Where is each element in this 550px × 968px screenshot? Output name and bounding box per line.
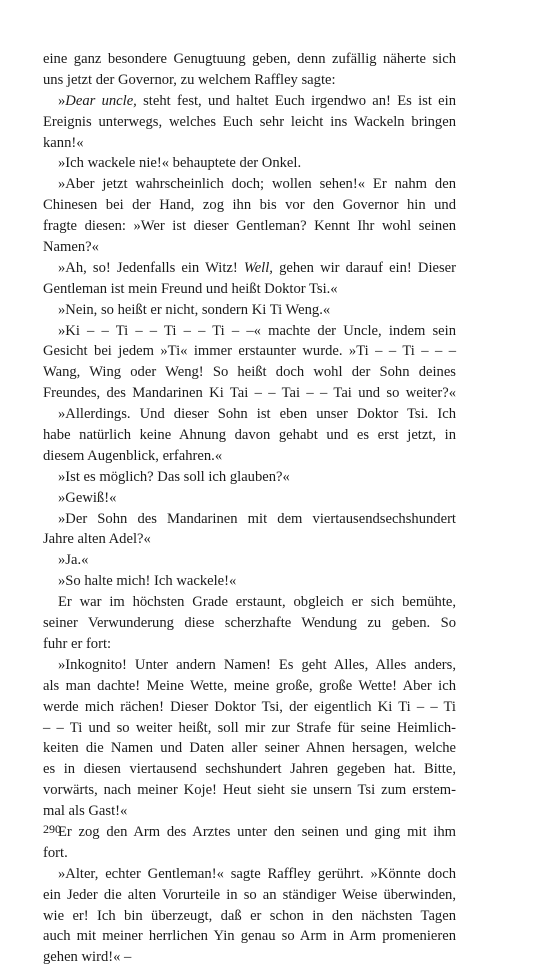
text-run: Namen?«: [43, 239, 99, 256]
text-run: Wang, Wing oder Weng! So heißt doch wohl der Sohn deines: [43, 364, 456, 381]
text-line: [43, 153, 456, 174]
text-run: mal als Gast!«: [43, 803, 128, 820]
text-run: »Allerdings. Und dieser Sohn ist eben unser Doktor Tsi. Ich: [58, 406, 456, 423]
text-line: [43, 279, 456, 300]
text-line: [43, 864, 456, 885]
text-run: »: [58, 92, 66, 109]
text-line: [43, 759, 456, 780]
text-run: »Inkognito! Unter andern Namen! Es geht Alles, Alles anders,: [58, 656, 456, 673]
text-run: es in diesen viertausend sechshundert Jahren gegeben hat. Bitte,: [43, 761, 456, 778]
text-run: »Ah, so! Jedenfalls ein Witz!: [58, 259, 244, 276]
text-run: Freundes, des Mandarinen Ki Tai – – Tai – – Tai und so weiter?«: [43, 385, 456, 402]
text-line: [43, 91, 456, 112]
text-line: [43, 216, 456, 237]
text-run: wie er! Ich bin überzeugt, daß er schon in den nächsten Tagen: [43, 907, 456, 924]
text-line: [43, 592, 456, 613]
text-line: [43, 488, 456, 509]
text-line: [43, 341, 456, 362]
text-run: »Alter, echter Gentleman!« sagte Raffley gerührt. »Könnte doch: [58, 865, 456, 882]
text-run: »Ja.«: [58, 552, 89, 569]
page-body-text: [43, 49, 456, 968]
text-line: [43, 655, 456, 676]
text-run: kann!«: [43, 134, 84, 151]
text-run: – – Ti und so weiter heißt, soll mir zur Strafe für seine Heimlich-: [43, 719, 456, 736]
text-line: [43, 926, 456, 947]
text-line: [43, 550, 456, 571]
text-line: [43, 258, 456, 279]
text-line: [43, 362, 456, 383]
text-run: als man dachte! Meine Wette, meine große, große Wette! Aber ich: [43, 677, 456, 694]
text-run: Jahre alten Adel?«: [43, 531, 151, 548]
text-run: auch mit meiner herrlichen Yin genau so Arm in Arm promenieren: [43, 928, 456, 945]
text-line: [43, 822, 456, 843]
text-run: »Ki – – Ti – – Ti – – Ti – –« machte der Uncle, indem sein: [58, 322, 456, 339]
text-run: Er zog den Arm des Arztes unter den seinen und ging mit ihm: [58, 823, 456, 840]
text-run: Chinesen bei der Hand, zog ihn bis vor den Governor hin und: [43, 197, 456, 214]
text-line: [43, 425, 456, 446]
text-line: [43, 571, 456, 592]
text-run: fuhr er fort:: [43, 635, 112, 652]
text-run: vorwärts, nach meiner Koje! Heut sieht sie unsern Tsi zum erstem-: [43, 782, 456, 799]
text-line: [43, 885, 456, 906]
text-line: [43, 237, 456, 258]
text-run: eine ganz besondere Genugtuung geben, denn zufällig näherte sich: [43, 51, 456, 67]
text-line: [43, 404, 456, 425]
text-line: [43, 446, 456, 467]
text-run: diesem Augenblick, erfahren.«: [43, 447, 223, 464]
text-run: »Gewiß!«: [58, 489, 117, 506]
text-run: ein Jeder die alten Vorurteile in so an ständiger Weise überwinden,: [43, 886, 456, 903]
italic-phrase: Well,: [243, 259, 273, 276]
text-line: [43, 509, 456, 530]
text-line: [43, 780, 456, 801]
text-line: [43, 195, 456, 216]
text-line: [43, 467, 456, 488]
text-line: [43, 947, 456, 968]
text-run: gehen wir darauf ein! Dieser: [272, 259, 456, 276]
text-run: »Aber jetzt wahrscheinlich doch; wollen sehen!« Er nahm den: [58, 176, 456, 193]
text-run: Gentleman ist mein Freund und heißt Doktor Tsi.«: [43, 280, 338, 297]
text-line: [43, 133, 456, 154]
text-run: »Ist es möglich? Das soll ich glauben?«: [58, 468, 290, 485]
italic-phrase: Dear uncle,: [65, 92, 137, 109]
text-line: [43, 801, 456, 822]
text-line: [43, 174, 456, 195]
text-line: [43, 613, 456, 634]
text-run: steht fest, und haltet Euch irgendwo an! Es ist ein: [136, 92, 456, 109]
text-run: Gesicht bei jedem »Ti« immer erstaunter wurde. »Ti – – Ti – – –: [43, 343, 456, 360]
text-line: [43, 529, 456, 550]
text-line: [43, 906, 456, 927]
text-line: [43, 697, 456, 718]
text-run: »Nein, so heißt er nicht, sondern Ki Ti Weng.«: [58, 301, 331, 318]
text-run: »Ich wackele nie!« behauptete der Onkel.: [58, 155, 302, 172]
text-run: werde mich rächen! Dieser Doktor Tsi, der eigentlich Ki Ti – – Ti: [43, 698, 456, 715]
text-line: [43, 738, 456, 759]
text-run: seiner Verwunderung diese scherzhafte Wendung zu geben. So: [43, 615, 456, 632]
text-line: [43, 383, 456, 404]
page-number: 290: [43, 822, 61, 836]
text-line: [43, 112, 456, 133]
text-run: fragte diesen: »Wer ist dieser Gentleman? Kennt Ihr wohl seinen: [43, 218, 456, 235]
text-run: »So halte mich! Ich wackele!«: [58, 573, 237, 590]
text-run: gehen wird!« –: [43, 949, 132, 966]
text-line: [43, 49, 456, 70]
text-line: [43, 634, 456, 655]
text-line: [43, 300, 456, 321]
text-run: uns jetzt der Governor, zu welchem Raffley sagte:: [43, 71, 336, 88]
text-line: [43, 321, 456, 342]
text-line: [43, 70, 456, 91]
text-run: fort.: [43, 844, 68, 861]
text-run: keiten die Namen und Daten aller seiner Ahnen hersagen, welche: [43, 740, 456, 757]
text-line: [43, 843, 456, 864]
text-line: [43, 718, 456, 739]
text-run: Ereignis unterwegs, welches Euch sehr leicht ins Wackeln bringen: [43, 113, 456, 130]
text-run: Er war im höchsten Grade erstaunt, obgleich er sich bemühte,: [58, 594, 456, 611]
text-run: habe natürlich keine Ahnung davon gehabt und es erst jetzt, in: [43, 427, 456, 444]
text-run: »Der Sohn des Mandarinen mit dem viertausendsechshundert: [58, 510, 456, 527]
text-line: [43, 676, 456, 697]
